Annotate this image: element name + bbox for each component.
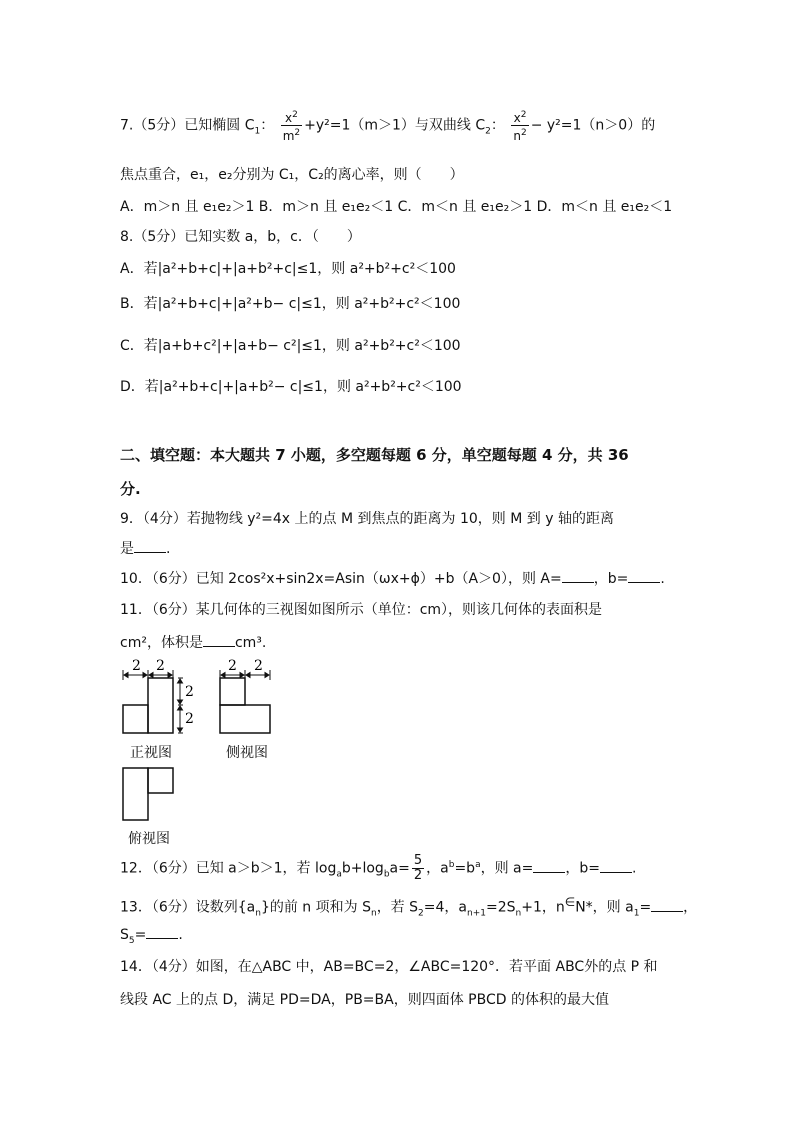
q13-pre: 13．（6分）设数列{a [120, 899, 256, 916]
q13-element-of: ∈ [564, 895, 576, 909]
q7-frac2-den-sup: 2 [520, 128, 527, 138]
front-view [123, 678, 173, 733]
q13-answer-blank-a1[interactable] [651, 899, 683, 912]
front-dim-label-3: 2 [185, 684, 194, 700]
front-dim-label-4: 2 [185, 711, 194, 727]
q12-mid3: ，a [426, 860, 449, 877]
q13-mid7: = [639, 899, 652, 916]
front-view-caption: 正视图 [130, 745, 172, 761]
q7-frac1-den: m [282, 129, 295, 143]
q12-mid4: =b [454, 860, 476, 877]
q9-line2 [120, 540, 170, 558]
q7-fraction-1 [281, 108, 302, 143]
q10-line [120, 570, 665, 588]
q10-mid: ，b= [593, 571, 629, 587]
q13-sub-n-2: n [370, 908, 377, 919]
q13-line2-mid: = [134, 927, 147, 943]
q13-sub-1: 1 [633, 908, 640, 919]
q13-mid1: }的前 n 项和为 S [260, 899, 371, 916]
q12-sub-a: a [336, 869, 342, 880]
q7-frac2-num: x [513, 111, 521, 125]
side-view [220, 678, 270, 733]
q12-line [120, 854, 636, 883]
q11-line2-pre: cm²，体积是 [120, 635, 203, 651]
q11-line2-post: cm³. [234, 635, 267, 651]
q12-answer-blank-b[interactable] [600, 860, 632, 873]
q8-option-c: C．若|a+b+c²|+|a+b− c²|≤1，则 a²+b²+c²＜100 [120, 338, 461, 354]
q11-answer-blank-volume[interactable] [203, 634, 235, 647]
q12-pre: 12．（6分）已知 a＞b＞1，若 log [120, 860, 337, 877]
q12-mid5: ，则 a= [480, 860, 534, 877]
q12-fraction [412, 854, 424, 883]
q12-mid1: b+log [341, 860, 384, 877]
q12-mid6: ，b= [565, 860, 600, 877]
q12-sup-a: a [475, 859, 481, 870]
q12-answer-blank-a[interactable] [533, 860, 565, 873]
q12-mid2: a= [389, 860, 410, 877]
q7-mid1: +y²=1（m＞1）与双曲线 C [304, 117, 486, 134]
q14-line1: 14．（4分）如图，在△ABC 中，AB=BC=2，∠ABC=120°．若平面 ABC外的点 P 和 [120, 959, 658, 975]
q13-mid6: N*，则 a [575, 899, 634, 916]
q9-line2-post: . [166, 541, 171, 557]
q7-mid2: − y²=1（n＞0）的 [530, 117, 656, 134]
q9-answer-blank[interactable] [134, 540, 166, 553]
side-dim-label-1: 2 [228, 658, 237, 674]
top-view-caption: 俯视图 [128, 831, 170, 847]
q13-line2-pre: S [120, 927, 129, 943]
side-view-caption: 侧视图 [226, 745, 268, 761]
q13-line1 [120, 893, 697, 922]
front-dim-label-2: 2 [156, 658, 165, 674]
q13-mid4: =2S [485, 899, 516, 916]
q13-mid5: +1，n [521, 899, 565, 916]
q13-line2 [120, 926, 183, 950]
q13-answer-blank-s5[interactable] [146, 926, 178, 939]
q13-line2-post: . [178, 927, 183, 943]
q7-fraction-2 [511, 108, 528, 143]
q12-post: . [631, 860, 637, 877]
q7-colon: ： [260, 117, 275, 134]
section2-heading-line1: 二、填空题：本大题共 7 小题，多空题每题 6 分，单空题每题 4 分，共 36 [120, 446, 629, 464]
q10-post: . [660, 571, 665, 587]
q10-answer-blank-a[interactable] [562, 570, 594, 583]
top-view [123, 768, 173, 820]
q13-post1: ， [683, 899, 698, 916]
q13-sub-2: 2 [418, 908, 424, 919]
q8-option-b: B．若|a²+b+c|+|a²+b− c|≤1，则 a²+b²+c²＜100 [120, 296, 461, 312]
q12-sup-b: b [448, 859, 455, 870]
q9-line1: 9．（4分）若抛物线 y²=4x 上的点 M 到焦点的距离为 10，则 M 到 y 轴的距离 [120, 511, 614, 527]
q8-option-d: D．若|a²+b+c|+|a+b²− c|≤1，则 a²+b²+c²＜100 [120, 379, 462, 395]
q7-sub1: 1 [254, 126, 261, 137]
q7-sub2: 2 [485, 126, 491, 137]
section2-heading-line2: 分. [120, 480, 141, 498]
q14-line2: 线段 AC 上的点 D，满足 PD=DA，PB=BA，则四面体 PBCD 的体积的最大值 [120, 992, 609, 1008]
q7-frac2-num-sup: 2 [520, 110, 527, 120]
q7-line1 [120, 108, 655, 143]
front-view-height-dimensions [178, 678, 184, 733]
q13-sub-n: n [255, 908, 261, 919]
q12-frac-num: 5 [413, 853, 423, 868]
q13-sub-n-3: n [515, 908, 522, 919]
front-dim-label-1: 2 [132, 658, 141, 674]
q7-frac1-den-sup: 2 [294, 128, 301, 138]
q9-line2-pre: 是 [120, 541, 134, 557]
q11-line2 [120, 634, 266, 652]
q7-colon2: ： [490, 117, 505, 134]
q8-stem: 8.（5分）已知实数 a，b，c．（ ） [120, 229, 361, 245]
q12-sub-b: b [383, 869, 390, 880]
q13-sub-n1: n+1 [466, 908, 486, 919]
q7-frac1-num-sup: 2 [292, 110, 298, 120]
q10-answer-blank-b[interactable] [628, 570, 660, 583]
q13-sub-5: 5 [128, 935, 135, 946]
q13-mid3: =4，a [423, 899, 467, 916]
q10-pre: 10．（6分）已知 2cos²x+sin2x=Asin（ωx+ϕ）+b（A＞0），则 A= [120, 571, 562, 587]
q11-line1: 11．（6分）某几何体的三视图如图所示（单位：cm），则该几何体的表面积是 [120, 602, 603, 618]
side-dim-label-2: 2 [254, 658, 263, 674]
q7-frac2-den: n [513, 129, 521, 143]
q7-frac1-num: x [284, 111, 293, 125]
q8-option-a: A．若|a²+b+c|+|a+b²+c|≤1，则 a²+b²+c²＜100 [120, 261, 456, 277]
q13-mid2: ，若 S [376, 899, 419, 916]
q7-lead: 7.（5分）已知椭圆 C [120, 117, 255, 134]
q7-line2: 焦点重合，e₁，e₂分别为 C₁，C₂的离心率，则（ ） [120, 167, 464, 183]
q7-options: A．m＞n 且 e₁e₂＞1 B．m＞n 且 e₁e₂＜1 C．m＜n 且 e₁e₂＞1 D．m＜n 且 e₁e₂＜1 [120, 199, 673, 215]
q12-frac-den: 2 [413, 868, 423, 883]
